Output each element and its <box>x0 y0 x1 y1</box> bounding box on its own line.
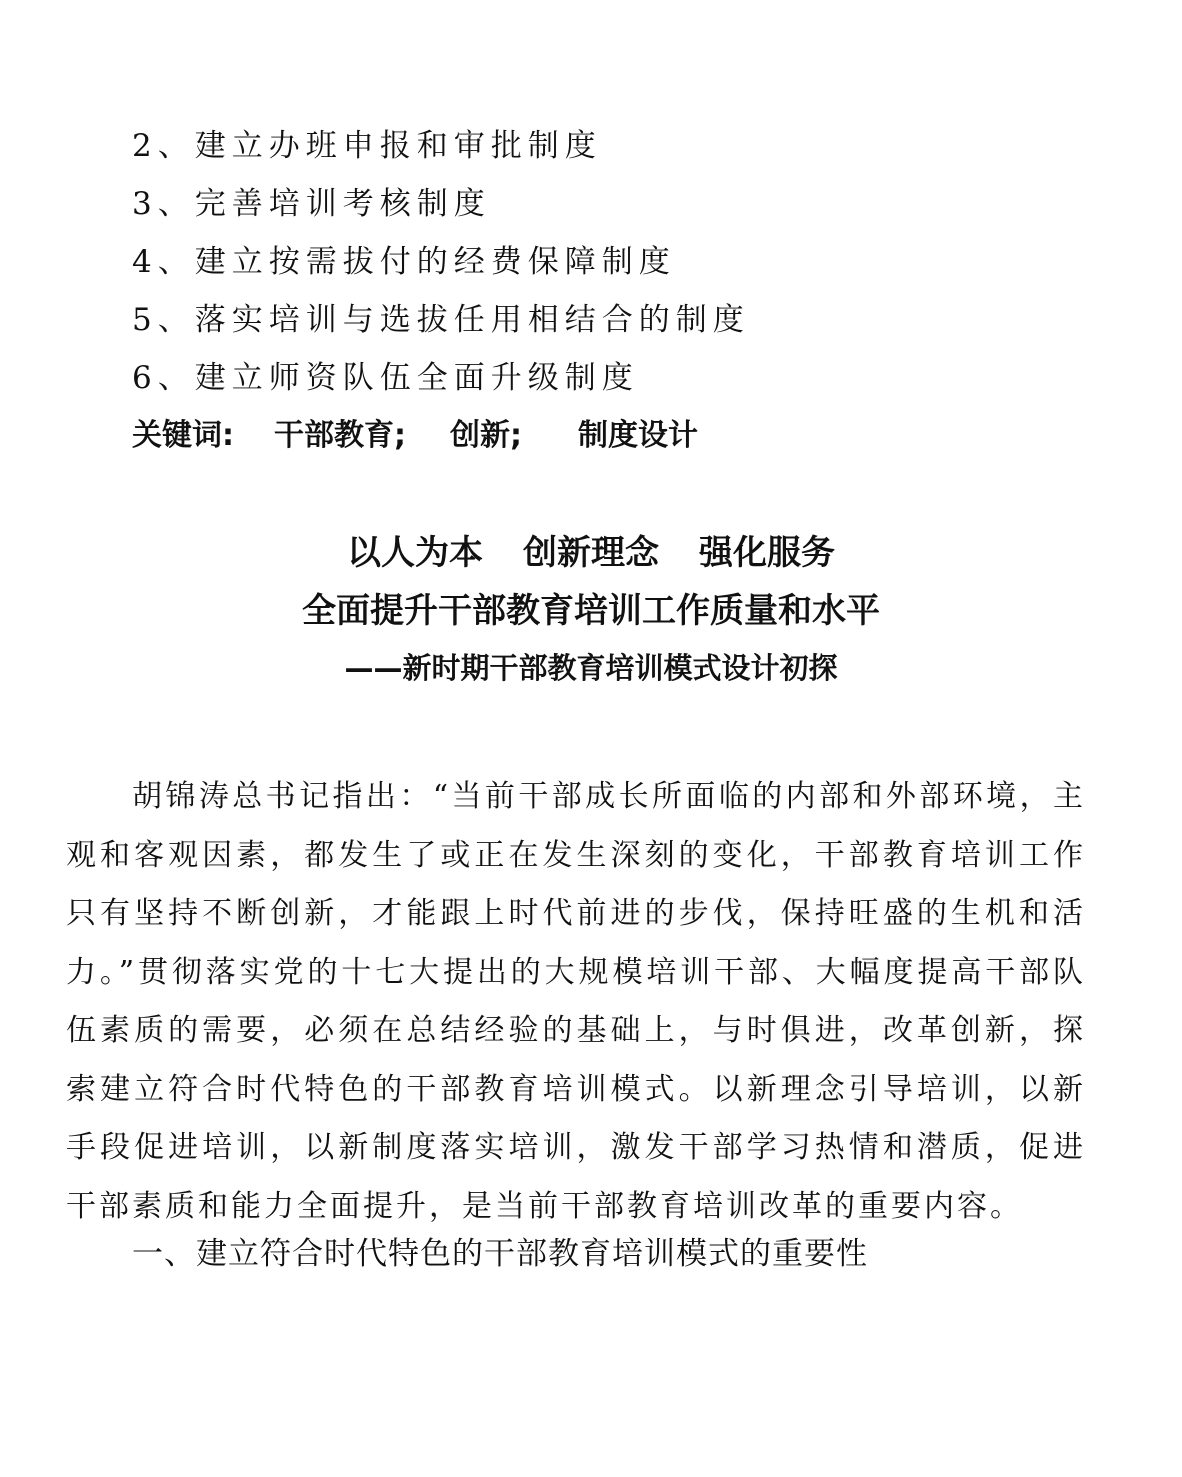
title-phrase: 强化服务 <box>699 533 835 573</box>
subtitle: ——新时期干部教育培训模式设计初探 <box>344 651 838 685</box>
keywords-line <box>132 416 698 456</box>
title-line-1 <box>0 530 1182 576</box>
list-item: 2、建立办班申报和审批制度 <box>132 128 602 164</box>
title-phrase: 以人为本 <box>347 533 483 573</box>
title-phrase: 创新理念 <box>523 533 659 573</box>
keyword-item: 干部教育; <box>274 418 406 453</box>
keywords-label: 关键词: <box>132 418 234 453</box>
list-item: 6、建立师资队伍全面升级制度 <box>132 360 639 396</box>
keyword-item: 创新; <box>450 418 522 453</box>
list-item: 4、建立按需拔付的经费保障制度 <box>132 244 676 280</box>
body-paragraph: 胡锦涛总书记指出：“当前干部成长所面临的内部和外部环境，主观和客观因素，都发生了或正在发生深刻的变化，干部教育培训工作只有坚持不断创新，才能跟上时代前进的步伐，保持旺盛的生机和活力。”贯彻落实党的十七大提出的大规模培训干部、大幅度提高干部队伍素质的需要，必须在总结经验的基础上，与时俱进，改革创新，探索建立符合时代特色的干部教育培训模式。以新理念引导培训，以新手段促进培训，以新制度落实培训，激发干部学习热情和潜质，促进干部素质和能力全面提升，是当前干部教育培训改革的重要内容。 <box>66 779 1086 1224</box>
list-item: 5、落实培训与选拔任用相结合的制度 <box>132 302 750 338</box>
keyword-item: 制度设计 <box>578 418 698 453</box>
title-line-2: 全面提升干部教育培训工作质量和水平 <box>302 591 880 631</box>
section-heading: 一、建立符合时代特色的干部教育培训模式的重要性 <box>132 1236 868 1272</box>
list-item: 3、完善培训考核制度 <box>132 186 491 222</box>
